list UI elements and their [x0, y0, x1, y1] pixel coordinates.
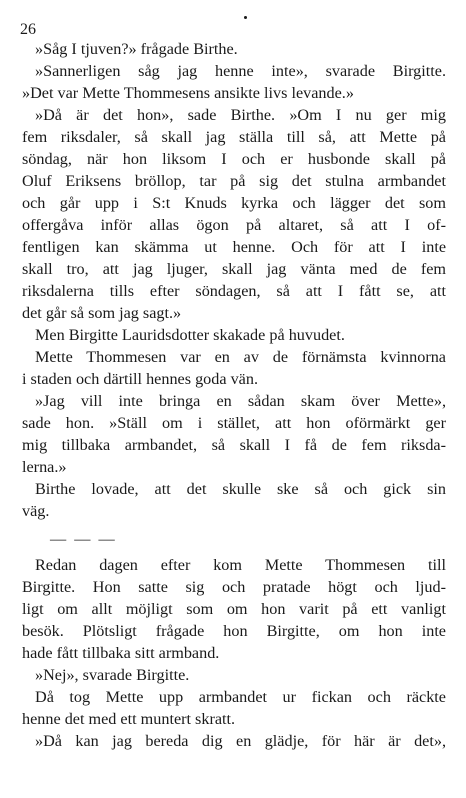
text-section-after-break — [22, 554, 446, 752]
text-line: lerna.» — [22, 458, 67, 476]
text-line: »Det var Mette Thommesens ansikte livs levande.» — [22, 84, 354, 102]
text-line: Då tog Mette upp armbandet ur fickan och räckte — [35, 688, 446, 706]
text-line: söndag, när hon liksom I och er husbonde skall på — [22, 150, 446, 168]
text-line: fem riksdaler, så skall jag ställa till så, att Mette på — [22, 128, 446, 146]
text-line: »Jag vill inte bringa en sådan skam över Mette», — [35, 392, 446, 410]
text-line: mig tillbaka armbandet, så skall I få de fem riksda- — [22, 436, 446, 454]
text-line: hade fått tillbaka sitt armband. — [22, 644, 220, 662]
text-line: Redan dagen efter kom Mette Thommesen till — [35, 556, 446, 574]
text-line: Oluf Eriksens bröllop, tar på sig det stulna armbandet — [22, 172, 446, 190]
print-speck — [244, 16, 247, 19]
text-line: väg. — [22, 502, 50, 520]
text-line: skall tro, att jag ljuger, skall jag vänta med de fem — [22, 260, 446, 278]
text-line: henne det med ett muntert skratt. — [22, 710, 236, 728]
text-line: ligt om allt möjligt som om hon varit på ett vanligt — [22, 600, 446, 618]
text-section-before-break — [22, 38, 446, 522]
text-line: besök. Plötsligt frågade hon Birgitte, om hon inte — [22, 622, 446, 640]
text-line: »Sannerligen såg jag henne inte», svarade Birgitte. — [35, 62, 446, 80]
text-line: i staden och därtill hennes goda vän. — [22, 370, 258, 388]
text-line: det går så som jag sagt.» — [22, 304, 182, 322]
text-line: »Såg I tjuven?» frågade Birthe. — [35, 40, 238, 58]
text-line: Mette Thommesen var en av de förnämsta kvinnorna — [35, 348, 446, 366]
section-separator: — — — — [50, 530, 117, 548]
text-line: offergåva inför allas ögon på altaret, så att I of- — [22, 216, 446, 234]
text-line: »Nej», svarade Birgitte. — [35, 666, 190, 684]
text-line: riksdalerna tills efter söndagen, så att I fått se, att — [22, 282, 446, 300]
body-text — [22, 38, 446, 752]
text-line: fentligen kan skämma ut henne. Och för att I inte — [22, 238, 446, 256]
text-line: Birgitte. Hon satte sig och pratade högt och ljud- — [22, 578, 446, 596]
text-line: »Då är det hon», sade Birthe. »Om I nu ger mig — [35, 106, 446, 124]
page-number: 26 — [20, 21, 36, 38]
text-line: Birthe lovade, att det skulle ske så och gick sin — [35, 480, 446, 498]
text-line: Men Birgitte Lauridsdotter skakade på huvudet. — [35, 326, 345, 344]
text-line: och går upp i S:t Knuds kyrka och lägger det som — [22, 194, 446, 212]
text-line: sade hon. »Ställ om i stället, att hon oförmärkt ger — [22, 414, 446, 432]
text-line: »Då kan jag bereda dig en glädje, för här är det», — [35, 732, 446, 750]
